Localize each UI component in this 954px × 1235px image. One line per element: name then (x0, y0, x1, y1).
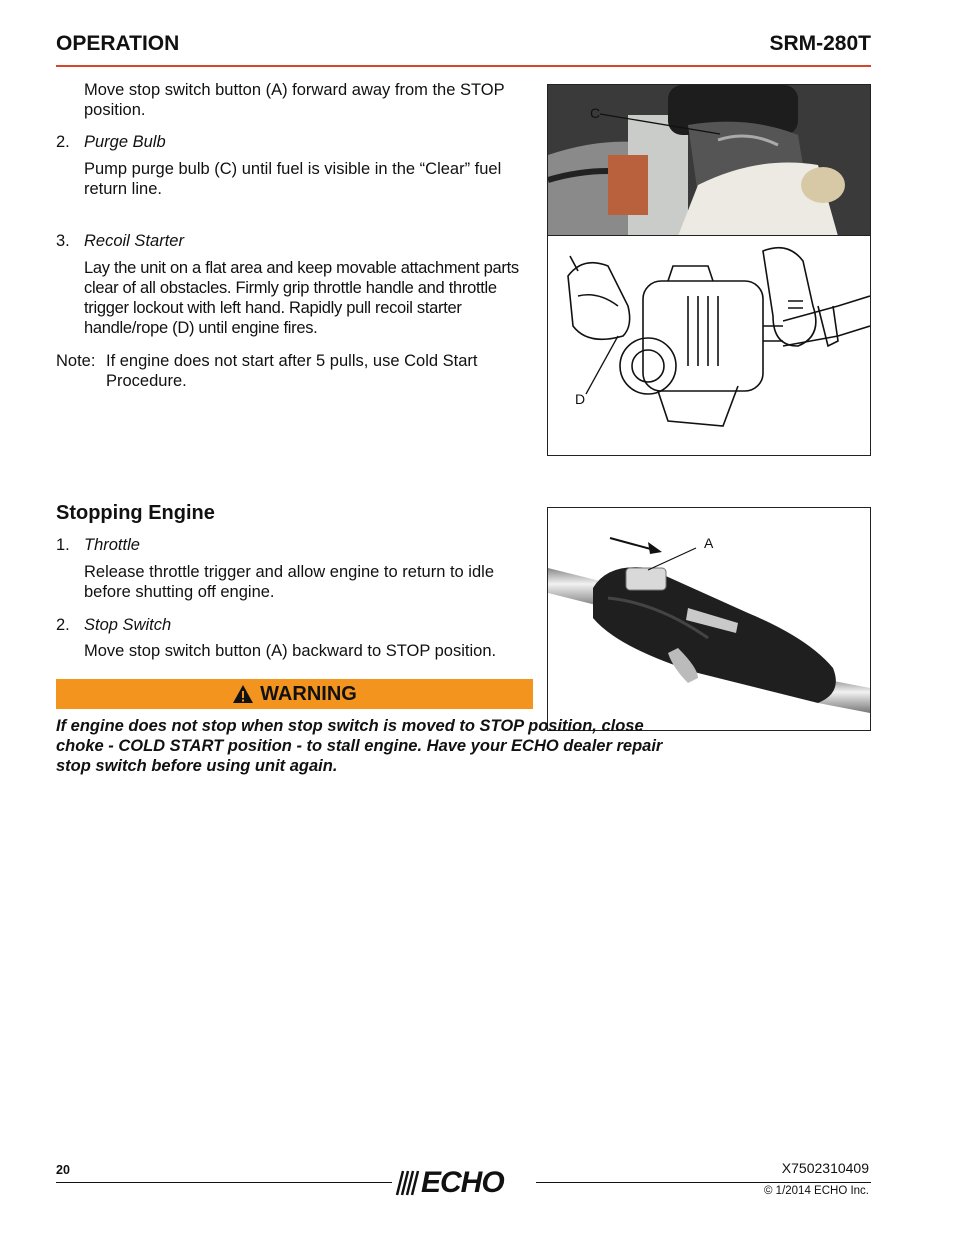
recoil-starter-illustration (548, 236, 870, 455)
warning-triangle-icon (232, 684, 254, 704)
step3-title: Recoil Starter (84, 232, 184, 250)
stop-step1-text: Release throttle trigger and allow engine to return to idle before shutting off engine. (84, 563, 494, 601)
warning-text (56, 716, 676, 776)
note-label: Note: (56, 352, 96, 370)
step1-text: Move stop switch button (A) forward away from the STOP position. (84, 81, 505, 119)
warning-label: WARNING (260, 682, 357, 705)
page-number: 20 (56, 1163, 70, 1177)
callout-a-label: A (704, 535, 714, 551)
recoil-starter-figure (547, 235, 871, 456)
step3-text: Lay the unit on a flat area and keep movable attachment parts clear of all obstacles. Firmly grip throttle handle and throttle trigger lockout with left hand. Rapidly pull recoil starter handle/rope (D) until engine fires. (84, 259, 519, 337)
footer-rule-left (56, 1182, 392, 1183)
stopping-heading: Stopping Engine (56, 502, 215, 524)
stop-step2-title: Stop Switch (84, 616, 172, 634)
note-text-content: If engine does not start after 5 pulls, use Cold Start Procedure. (106, 352, 478, 390)
stop-switch-figure (547, 507, 871, 731)
stop-step1-number: 1. (56, 536, 70, 554)
logo-text: ECHO (421, 1166, 504, 1199)
callout-d-label: D (575, 391, 586, 407)
purge-bulb-figure (547, 84, 871, 237)
step2-title: Purge Bulb (84, 133, 166, 151)
step2-text: Pump purge bulb (C) until fuel is visible in the “Clear” fuel return line. (84, 160, 502, 198)
stop-step2-number: 2. (56, 616, 70, 634)
footer-rule-right (536, 1182, 871, 1183)
note-text (106, 351, 506, 391)
step2-number: 2. (56, 133, 70, 151)
callout-c-line (600, 110, 730, 140)
step3-number: 3. (56, 232, 70, 250)
echo-logo (395, 1166, 535, 1200)
warning-text-content: If engine does not stop when stop switch is moved to STOP position, close choke - COLD START position - to stall engine. Have your ECHO dealer repair stop switch before using unit again. (56, 717, 663, 775)
doc-number: X7502310409 (781, 1160, 869, 1176)
stop-step2-text: Move stop switch button (A) backward to STOP position. (84, 642, 497, 660)
callout-c-label: C (590, 105, 601, 121)
stop-step1-title: Throttle (84, 536, 140, 554)
section-title: OPERATION (56, 32, 180, 55)
logo-stripes-icon (395, 1169, 421, 1197)
copyright: © 1/2014 ECHO Inc. (764, 1185, 869, 1197)
header-rule (56, 65, 871, 67)
warning-bar (56, 679, 533, 709)
model-title: SRM-280T (769, 32, 871, 55)
